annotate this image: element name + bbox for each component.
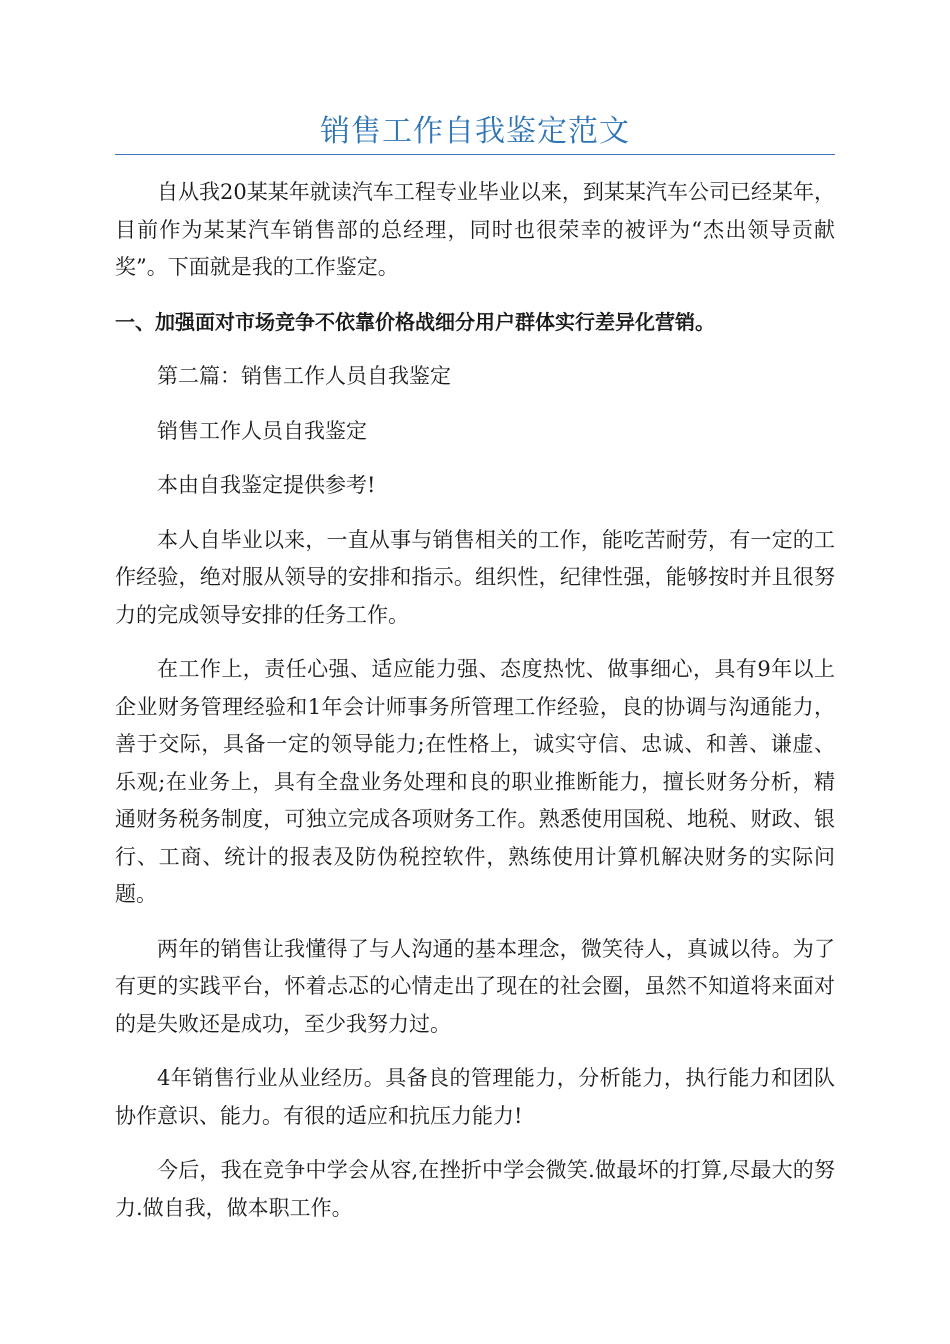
- paragraph-sales-experience: 两年的销售让我懂得了与人沟通的基本理念，微笑待人，真诚以待。为了有更的实践平台，怀着忐忑的心情走出了现在的社会圈，虽然不知道将来面对的是失败还是成功，至少我努力过。: [115, 936, 835, 1036]
- paragraph-subtitle: 销售工作人员自我鉴定: [157, 418, 367, 443]
- paragraph-intro: 自从我20某某年就读汽车工程专业毕业以来，到某某汽车公司已经某年，目前作为某某汽车销售部的总经理，同时也很荣幸的被评为“杰出领导贡献奖”。下面就是我的工作鉴定。: [115, 180, 835, 279]
- paragraph-industry-years: 4年销售行业从业经历。具备良的管理能力，分析能力，执行能力和团队协作意识、能力。有很的适应和抗压力能力!: [115, 1066, 835, 1128]
- paragraph-chapter-title: 第二篇：销售工作人员自我鉴定: [157, 364, 451, 388]
- paragraph-work-attitude: 本人自毕业以来，一直从事与销售相关的工作，能吃苦耐劳，有一定的工作经验，绝对服从领导的安排和指示。组织性，纪律性强，能够按时并且很努力的完成领导安排的任务工作。: [115, 527, 835, 627]
- document-body: [115, 174, 835, 1244]
- paragraph-skills: 在工作上，责任心强、适应能力强、态度热忱、做事细心，具有9年以上企业财务管理经验和1年会计师事务所管理工作经验，良的协调与沟通能力，善于交际，具备一定的领导能力;在性格上，诚实守信、忠诚、和善、谦虚、乐观;在业务上，具有全盘业务处理和良的职业推断能力，擅长财务分析，精通财务税务制度，可独立完成各项财务工作。熟悉使用国税、地税、财政、银行、工商、统计的报表及防伪税控软件，熟练使用计算机解决财务的实际问题。: [115, 657, 835, 906]
- section-heading-1: 一、加强面对市场竞争不依靠价格战细分用户群体实行差异化营销。: [115, 309, 715, 334]
- paragraph-reference-note: 本由自我鉴定提供参考!: [157, 473, 376, 497]
- title-underline: [115, 154, 835, 155]
- paragraph-future: 今后，我在竞争中学会从容,在挫折中学会微笑.做最坏的打算,尽最大的努力.做自我，做本职工作。: [115, 1158, 835, 1220]
- document-title: 销售工作自我鉴定范文: [320, 114, 630, 149]
